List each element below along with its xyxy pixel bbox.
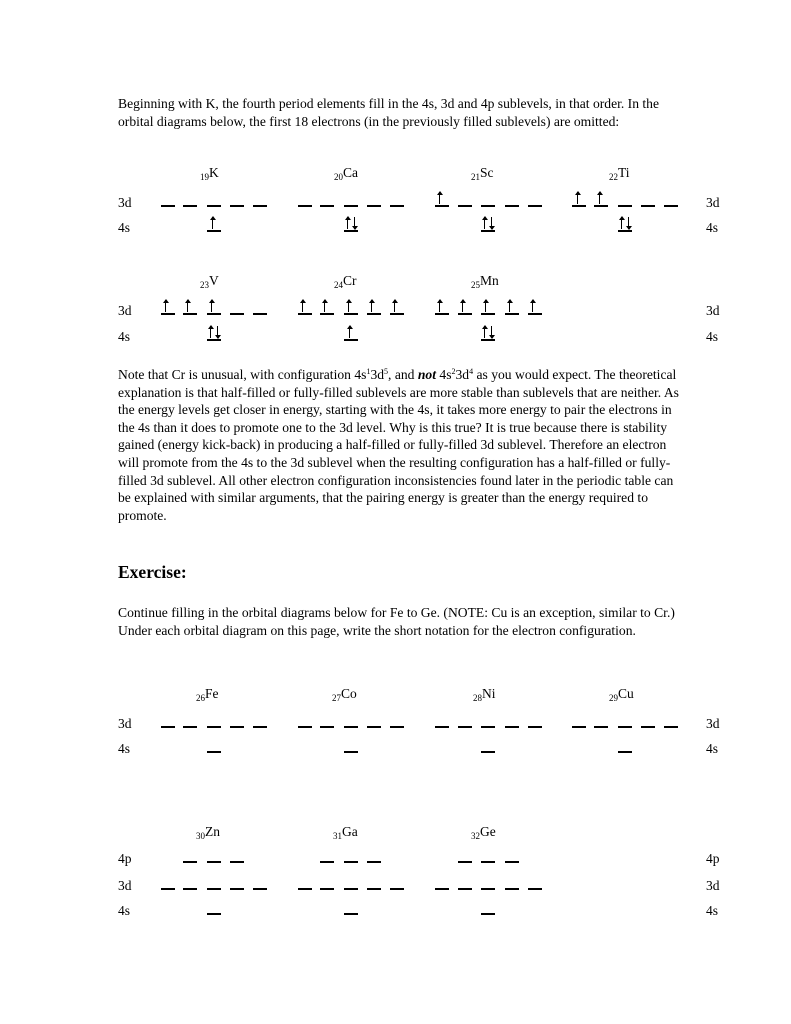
sublevel-label-3d-right: 3d [706, 303, 720, 318]
atomic-number: 27 [332, 693, 341, 703]
element-symbol: Co [341, 686, 357, 701]
element-label-v [200, 273, 219, 290]
orbital-line [207, 861, 221, 863]
orbital-line [481, 313, 495, 315]
element-label-ca [334, 165, 358, 182]
spin-up-arrow-icon [484, 326, 485, 338]
element-label-ti [609, 165, 630, 182]
element-label-sc [471, 165, 494, 182]
sublevel-label-3d: 3d [118, 878, 132, 893]
element-symbol: Ti [618, 165, 630, 180]
sublevel-label-3d-right: 3d [706, 195, 720, 210]
orbital-line [298, 313, 312, 315]
spin-down-arrow-icon [217, 326, 218, 338]
note-text: 4s [436, 367, 452, 382]
spin-up-arrow-icon [621, 217, 622, 229]
element-symbol: Fe [205, 686, 219, 701]
orbital-line [367, 726, 381, 728]
orbital-line [390, 205, 404, 207]
spin-up-arrow-icon [532, 300, 533, 312]
sublevel-label-4s: 4s [118, 903, 131, 918]
element-label-fe [196, 686, 219, 703]
note-text: Note that Cr is unusual, with configuration 4s [118, 367, 367, 382]
orbital-line [344, 313, 358, 315]
element-label-k [200, 165, 219, 182]
spin-up-arrow-icon [348, 300, 349, 312]
orbital-line [505, 888, 519, 890]
element-label-cu [609, 686, 634, 703]
note-text: 3d [370, 367, 385, 382]
element-label-ni [473, 686, 496, 703]
atomic-number: 32 [471, 831, 480, 841]
atomic-number: 29 [609, 693, 618, 703]
orbital-line [183, 861, 197, 863]
element-label-cr [334, 273, 357, 290]
element-symbol: K [209, 165, 219, 180]
sublevel-label-4p-right: 4p [706, 851, 720, 866]
sublevel-label-3d: 3d [118, 716, 132, 731]
atomic-number: 25 [471, 280, 480, 290]
sublevel-label-4s-right: 4s [706, 220, 719, 235]
spin-up-arrow-icon [210, 326, 211, 338]
orbital-line [230, 205, 244, 207]
note-text: as you would expect. The theoretical explanation is that half-filled or fully-filled sublevels are more stable than sublevels that are neither. As the energy levels get closer in energy, starting with the 4s, it takes more energy to pair the electrons in the 4s than it does to promote one to the 3d level. Why is this true? It is true because there is stability gained (energy kick-back) in producing a half-filled or fully-filled 3d sublevel. Therefore an electron will promote from the 4s to the 3d sublevel when the resulting configuration has a half-filled or fully-filled 3d sublevel. All other electron configuration inconsistencies found later in the periodic table can be explained with similar arguments, that the pairing energy is greater than the energy required to promote. [118, 367, 679, 523]
spin-down-arrow-icon [354, 217, 355, 229]
spin-up-arrow-icon [187, 300, 188, 312]
element-symbol: V [209, 273, 219, 288]
sublevel-label-4s: 4s [118, 220, 131, 235]
orbital-line [298, 205, 312, 207]
sublevel-label-4s-right: 4s [706, 903, 719, 918]
spin-down-arrow-icon [491, 326, 492, 338]
atomic-number: 26 [196, 693, 205, 703]
superscript: 2 [451, 367, 456, 376]
orbital-line [367, 888, 381, 890]
exercise-heading: Exercise: [118, 562, 187, 582]
element-label-zn [196, 824, 220, 841]
atomic-number: 19 [200, 172, 209, 182]
spin-up-arrow-icon [347, 217, 348, 229]
orbital-line [458, 205, 472, 207]
sublevel-label-4s: 4s [118, 329, 131, 344]
orbital-line [481, 230, 495, 232]
orbital-line [528, 205, 542, 207]
orbital-line [344, 861, 358, 863]
element-symbol: Ca [343, 165, 358, 180]
sublevel-label-3d: 3d [118, 303, 132, 318]
element-symbol: Zn [205, 824, 220, 839]
orbital-line [505, 313, 519, 315]
orbital-line [207, 313, 221, 315]
superscript: 5 [384, 367, 389, 376]
orbital-line [320, 726, 334, 728]
orbital-line [344, 726, 358, 728]
spin-up-arrow-icon [165, 300, 166, 312]
note-text: 3d [455, 367, 470, 382]
sublevel-label-3d-right: 3d [706, 716, 720, 731]
spin-up-arrow-icon [509, 300, 510, 312]
orbital-line [618, 230, 632, 232]
orbital-line [435, 205, 449, 207]
orbital-line [641, 205, 655, 207]
orbital-line [481, 913, 495, 915]
orbital-line [230, 861, 244, 863]
orbital-line [344, 230, 358, 232]
atomic-number: 28 [473, 693, 482, 703]
orbital-line [390, 313, 404, 315]
spin-up-arrow-icon [371, 300, 372, 312]
orbital-line [207, 913, 221, 915]
spin-up-arrow-icon [302, 300, 303, 312]
element-symbol: Cr [343, 273, 357, 288]
orbital-line [572, 205, 586, 207]
orbital-line [505, 861, 519, 863]
sublevel-label-4s-right: 4s [706, 329, 719, 344]
orbital-line [230, 888, 244, 890]
orbital-line [458, 861, 472, 863]
sublevel-label-4s-right: 4s [706, 741, 719, 756]
sublevel-label-3d: 3d [118, 195, 132, 210]
atomic-number: 31 [333, 831, 342, 841]
spin-up-arrow-icon [212, 217, 213, 229]
orbital-line [664, 726, 678, 728]
orbital-line [481, 339, 495, 341]
element-symbol: Ge [480, 824, 496, 839]
note-text: , and [388, 367, 418, 382]
orbital-line [344, 913, 358, 915]
orbital-line [320, 888, 334, 890]
orbital-line [344, 888, 358, 890]
orbital-line [618, 205, 632, 207]
orbital-line [505, 205, 519, 207]
superscript: 4 [469, 367, 474, 376]
spin-up-arrow-icon [394, 300, 395, 312]
orbital-line [367, 313, 381, 315]
orbital-line [253, 726, 267, 728]
orbital-line [664, 205, 678, 207]
orbital-line [183, 205, 197, 207]
superscript: 1 [366, 367, 371, 376]
orbital-line [641, 726, 655, 728]
orbital-line [481, 861, 495, 863]
orbital-line [161, 313, 175, 315]
spin-up-arrow-icon [599, 192, 600, 204]
orbital-line [528, 313, 542, 315]
orbital-line [183, 313, 197, 315]
orbital-line [344, 205, 358, 207]
orbital-line [481, 888, 495, 890]
spin-up-arrow-icon [349, 326, 350, 338]
spin-up-arrow-icon [462, 300, 463, 312]
element-label-ga [333, 824, 358, 841]
orbital-line [207, 751, 221, 753]
intro-paragraph: Beginning with K, the fourth period elements fill in the 4s, 3d and 4p sublevels, in that order. In the orbital diagrams below, the first 18 electrons (in the previously filled sublevels) are omitted: [118, 96, 660, 129]
orbital-line [367, 861, 381, 863]
orbital-line [528, 726, 542, 728]
orbital-line [253, 888, 267, 890]
element-symbol: Mn [480, 273, 499, 288]
emphasis-not: not [417, 367, 436, 382]
orbital-line [458, 888, 472, 890]
spin-up-arrow-icon [439, 192, 440, 204]
atomic-number: 20 [334, 172, 343, 182]
orbital-line [528, 888, 542, 890]
orbital-line [320, 205, 334, 207]
orbital-line [298, 726, 312, 728]
orbital-line [458, 726, 472, 728]
orbital-line [435, 726, 449, 728]
element-label-mn [471, 273, 499, 290]
orbital-line [481, 726, 495, 728]
orbital-line [320, 861, 334, 863]
orbital-line [435, 888, 449, 890]
orbital-line [320, 313, 334, 315]
orbital-line [458, 313, 472, 315]
spin-up-arrow-icon [439, 300, 440, 312]
atomic-number: 30 [196, 831, 205, 841]
spin-up-arrow-icon [324, 300, 325, 312]
orbital-line [183, 726, 197, 728]
element-symbol: Ga [342, 824, 358, 839]
orbital-line [618, 726, 632, 728]
sublevel-label-4p: 4p [118, 851, 132, 866]
element-symbol: Sc [480, 165, 494, 180]
orbital-line [298, 888, 312, 890]
orbital-line [594, 205, 608, 207]
spin-up-arrow-icon [485, 300, 486, 312]
orbital-line [207, 339, 221, 341]
orbital-line [253, 205, 267, 207]
orbital-line [230, 726, 244, 728]
orbital-line [344, 339, 358, 341]
orbital-line [435, 313, 449, 315]
orbital-line [618, 751, 632, 753]
orbital-line [161, 888, 175, 890]
orbital-line [481, 751, 495, 753]
atomic-number: 21 [471, 172, 480, 182]
orbital-line [505, 726, 519, 728]
orbital-line [594, 726, 608, 728]
atomic-number: 24 [334, 280, 343, 290]
orbital-line [207, 230, 221, 232]
orbital-line [367, 205, 381, 207]
orbital-line [161, 205, 175, 207]
orbital-line [344, 751, 358, 753]
element-symbol: Cu [618, 686, 634, 701]
orbital-line [207, 888, 221, 890]
sublevel-label-4s: 4s [118, 741, 131, 756]
orbital-line [481, 205, 495, 207]
orbital-line [390, 888, 404, 890]
element-label-ge [471, 824, 496, 841]
spin-up-arrow-icon [484, 217, 485, 229]
spin-up-arrow-icon [577, 192, 578, 204]
element-label-co [332, 686, 357, 703]
orbital-line [207, 726, 221, 728]
note-paragraph [118, 363, 688, 524]
orbital-line [230, 313, 244, 315]
spin-down-arrow-icon [491, 217, 492, 229]
exercise-instructions: Continue filling in the orbital diagrams below for Fe to Ge. (NOTE: Cu is an exception, similar to Cr.) Under each orbital diagram on this page, write the short notation for the electron configuration. [118, 605, 675, 638]
orbital-line [207, 205, 221, 207]
atomic-number: 22 [609, 172, 618, 182]
orbital-line [572, 726, 586, 728]
atomic-number: 23 [200, 280, 209, 290]
sublevel-label-3d-right: 3d [706, 878, 720, 893]
spin-down-arrow-icon [628, 217, 629, 229]
orbital-line [161, 726, 175, 728]
element-symbol: Ni [482, 686, 496, 701]
orbital-line [183, 888, 197, 890]
orbital-line [390, 726, 404, 728]
spin-up-arrow-icon [211, 300, 212, 312]
orbital-line [253, 313, 267, 315]
